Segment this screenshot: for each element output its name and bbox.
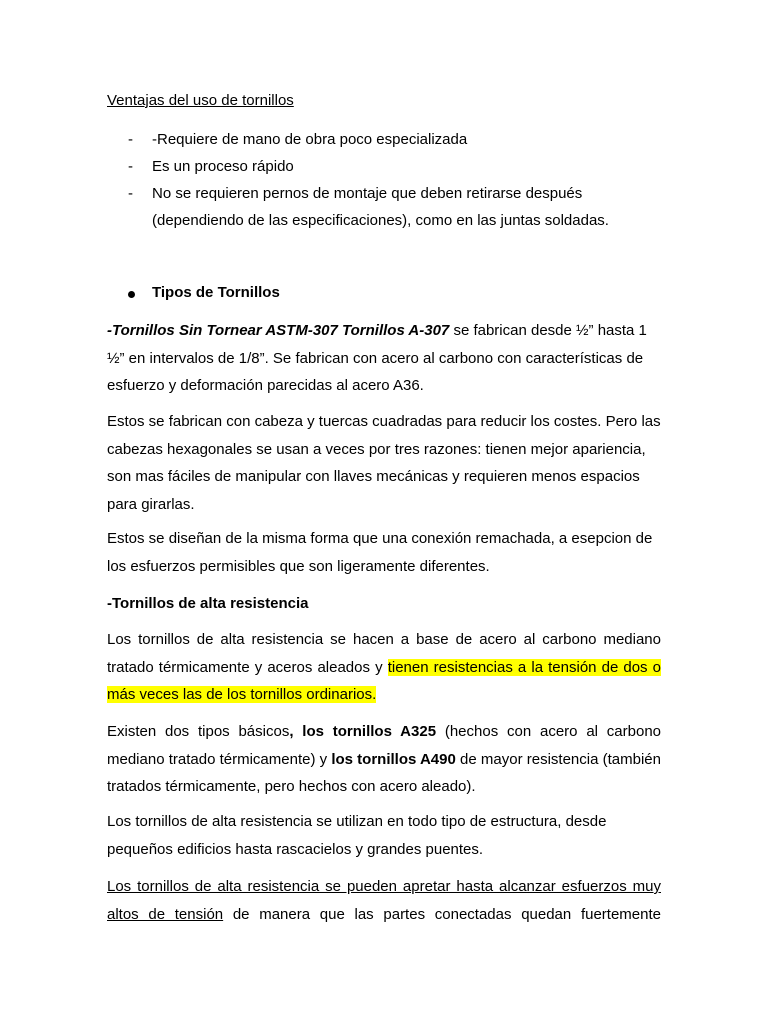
types-heading-text: Tipos de Tornillos [152, 284, 280, 301]
paragraph-types [107, 718, 661, 801]
paragraph-tension [107, 873, 661, 928]
types-bold-a490: los tornillos A490 [331, 750, 456, 768]
advantages-list [107, 126, 661, 234]
list-item-text: No se requieren pernos de montaje que deben retirarse después (dependiendo de las especificaciones), como en las juntas soldadas. [152, 185, 609, 229]
list-item [107, 153, 661, 180]
list-item [107, 180, 661, 234]
list-item [107, 126, 661, 153]
a307-bold-lead: -Tornillos Sin Tornear ASTM-307 Tornillos A-307 [107, 322, 450, 339]
bullet-icon [128, 291, 135, 298]
tension-text: de manera que las partes conectadas quedan fuertemente [223, 905, 661, 923]
paragraph-high-strength [107, 626, 661, 709]
list-dash: - [128, 131, 133, 148]
paragraph-usage: Los tornillos de alta resistencia se utilizan en todo tipo de estructura, desde pequeños edificios hasta rascacielos y grandes puentes. [107, 813, 607, 858]
list-dash: - [128, 185, 133, 202]
high-strength-text: Los tornillos de alta resistencia se hacen a base de acero al carbono mediano tratado térmicamente y aceros aleados y [107, 631, 661, 676]
paragraph-design: Estos se diseñan de la misma forma que una conexión remachada, a esepcion de los esfuerzos permisibles que son ligeramente diferentes. [107, 530, 653, 575]
types-bold-a325: , los tornillos A325 [289, 723, 437, 740]
high-strength-heading: -Tornillos de alta resistencia [107, 595, 309, 612]
list-dash: - [128, 158, 133, 175]
section-title: Ventajas del uso de tornillos [107, 92, 294, 109]
list-item-text: Es un proceso rápido [152, 158, 294, 175]
types-text-2: (hechos con acero al carbono mediano tratado térmicamente) y [107, 723, 662, 768]
paragraph-a307 [107, 317, 661, 400]
highlighted-text: tienen resistencias a la tensión de dos o más veces las de los tornillos ordinarios. [107, 658, 661, 703]
a307-text: se fabrican desde ½” hasta 1 ½” en intervalos de 1/8”. Se fabrican con acero al carbono con características de esfuerzo y deformación parecidas al acero A36. [107, 322, 647, 394]
types-text-3: de mayor resistencia (también tratados térmicamente, pero hechos con acero aleado). [107, 750, 661, 795]
list-item-text: -Requiere de mano de obra poco especializada [152, 131, 468, 148]
types-text-1: Existen dos tipos básicos [107, 723, 290, 740]
paragraph-heads: Estos se fabrican con cabeza y tuercas cuadradas para reducir los costes. Pero las cabezas hexagonales se usan a veces por tres razones: tienen mejor apariencia, son mas fáciles de manipular con llaves mecánicas y requieren menos espacios para girarlas. [107, 413, 661, 513]
underlined-text: Los tornillos de alta resistencia se pueden apretar hasta alcanzar esfuerzos muy altos de tensión [107, 878, 661, 923]
